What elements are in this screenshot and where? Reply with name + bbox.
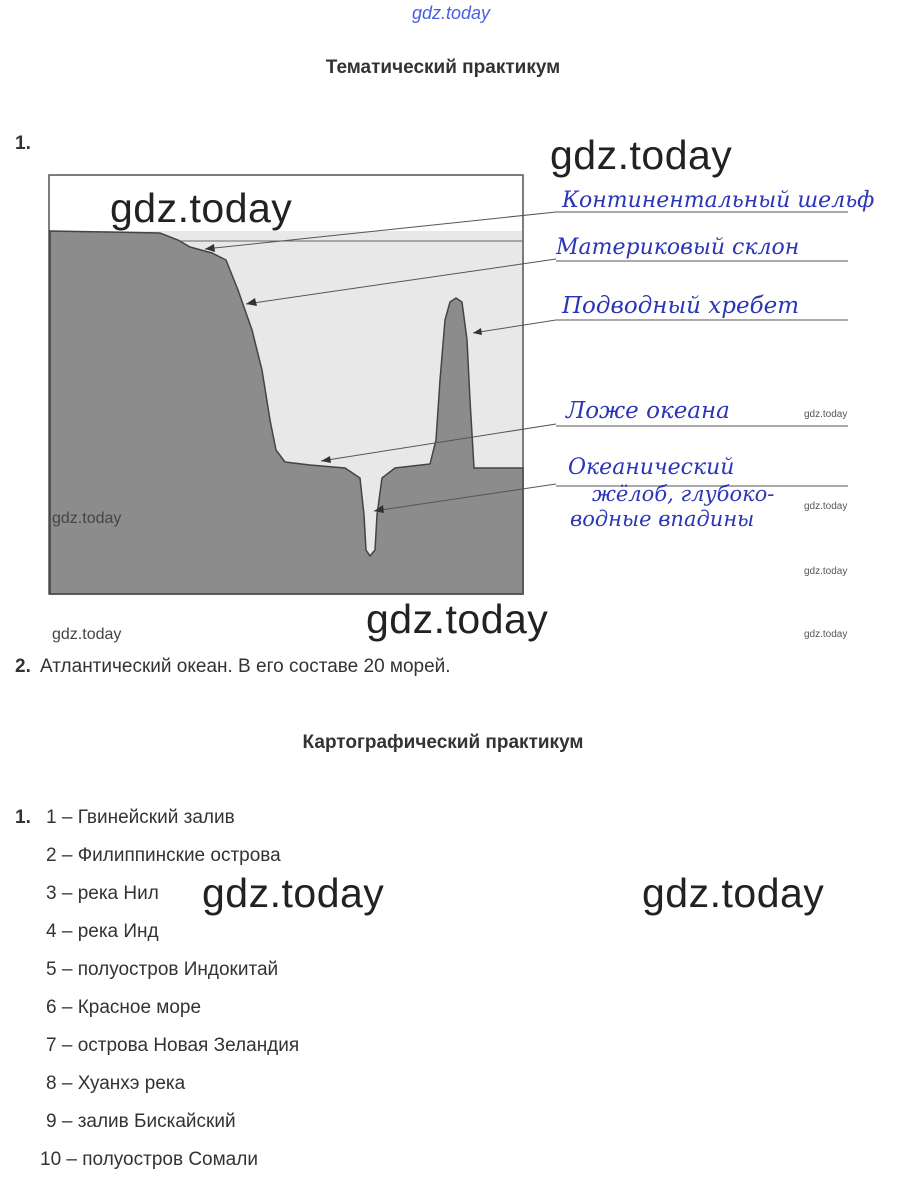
watermark: gdz.today (52, 626, 122, 643)
label-trench-line2: жёлоб, глубоко- (592, 482, 775, 506)
list-item: 6 – Красное море (46, 997, 202, 1018)
watermark: gdz.today (202, 870, 385, 916)
watermark: gdz.today (804, 566, 848, 577)
label-continental-shelf: Континентальный шельф (562, 188, 875, 213)
watermark: gdz.today (550, 132, 733, 178)
label-ocean-floor: Ложе океана (566, 398, 730, 424)
watermark: gdz.today (804, 409, 848, 420)
list-item: 8 – Хуанхэ река (46, 1073, 186, 1094)
list-item: 3 – река Нил (46, 883, 159, 904)
section-thematic-title: Тематический практикум (325, 57, 561, 78)
list-item: 7 – острова Новая Зеландия (46, 1035, 300, 1056)
label-trench-line3: водные впадины (570, 507, 755, 531)
watermark: gdz.today (804, 629, 848, 640)
watermark: gdz.today (110, 185, 293, 231)
task2-text: Атлантический океан. В его составе 20 морей. (40, 656, 451, 677)
watermark: gdz.today (366, 596, 549, 642)
carto-task1-number: 1. (15, 807, 31, 828)
label-trench-line1: Океанический (568, 455, 735, 480)
top-watermark: gdz.today (411, 3, 491, 23)
watermark: gdz.today (642, 870, 825, 916)
list-item: 10 – полуостров Сомали (40, 1149, 258, 1170)
watermark: gdz.today (804, 501, 848, 512)
label-ridge: Подводный хребет (562, 293, 800, 319)
task2-number: 2. (15, 656, 31, 677)
watermark: gdz.today (52, 510, 122, 527)
list-item: 5 – полуостров Индокитай (46, 959, 279, 980)
list-item: 9 – залив Бискайский (46, 1111, 236, 1132)
task1-number: 1. (15, 133, 31, 154)
list-item: 4 – река Инд (46, 921, 159, 942)
list-item: 2 – Филиппинские острова (46, 845, 281, 866)
label-continental-slope: Материковый склон (556, 235, 800, 260)
section-cartographic-title: Картографический практикум (302, 732, 584, 753)
list-item: 1 – Гвинейский залив (46, 807, 235, 828)
